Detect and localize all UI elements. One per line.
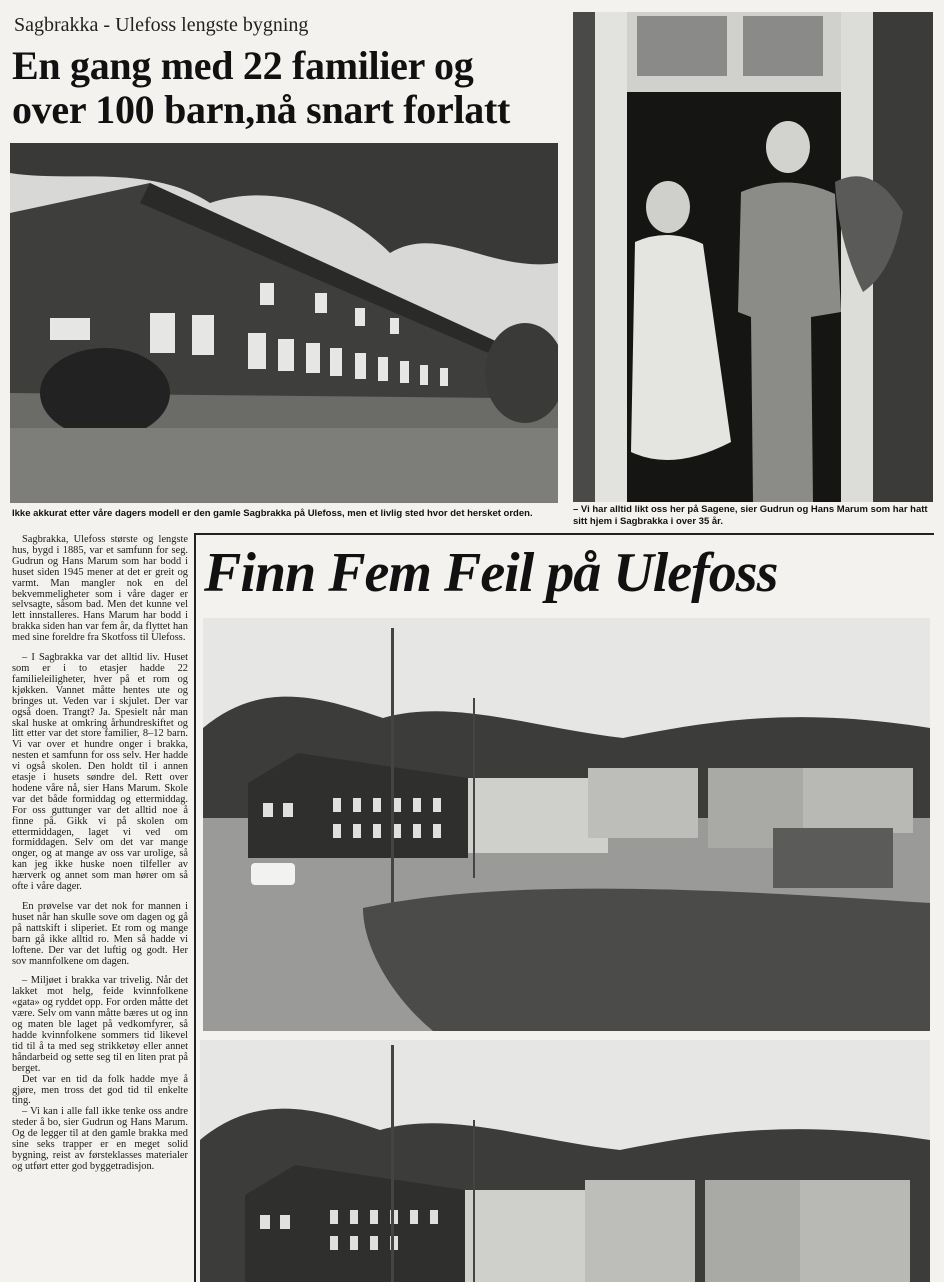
column-divider <box>194 533 196 1282</box>
body-paragraph: Det var en tid da folk hadde mye å gjøre, men tross det god tid til enkelte ting. <box>12 1073 188 1107</box>
headline-line-2: over 100 barn,nå snart forlatt <box>12 87 510 132</box>
caption-right-photo: – Vi har alltid likt oss her på Sagene, sier Gudrun og Hans Marum som har hatt sitt hjem i Sagbrakka i over 35 år. <box>573 504 928 527</box>
photo-sagbrakka-building <box>10 143 558 503</box>
body-paragraph: Sagbrakka, Ulefoss største og lengste hus, bygd i 1885, var et samfunn for seg. Gudrun og Hans Marum som har bodd i huset siden 1945 mener at det er greit og varmt. Man mangler nok en del bekvemmeligheter som i våre dager er selvsagte, såsom bad. Men det kunne vel lett innstalleres. Hans Marum har bodd i brakka siden han var fem år, da flyttet han med sine foreldre fra Skotfoss til Ulefoss. <box>12 534 188 644</box>
puzzle-photo-altered <box>200 1040 930 1282</box>
body-paragraph: – Vi kan i alle fall ikke tenke oss andre steder å bo, sier Gudrun og Hans Marum. Og de legger til at den gamle brakka med sine seks trapper er en meget solid bygning, reist av førsteklasses materialer og utført etter god byggetradisjon. <box>12 1106 188 1172</box>
article-kicker: Sagbrakka - Ulefoss lengste bygning <box>14 14 309 36</box>
article-body <box>12 535 188 1173</box>
caption-left-photo: Ikke akkurat etter våre dagers modell er den gamle Sagbrakka på Ulefoss, men et livlig sted hvor det hersket orden. <box>12 508 533 519</box>
body-paragraph: – Miljøet i brakka var trivelig. Når det lakket mot helg, feide kvinnfolkene «gata» og ryddet opp. For orden måtte det være. Selv om vann måtte bæres ut og inn og maten ble laget på vedkomfyrer, så hadde kvinnfolkene sommers tid likevel tid til å ta med seg strikketøy eller annet håndarbeid og sette seg til en liten prat på berget. <box>12 975 188 1074</box>
article-headline <box>12 44 582 132</box>
puzzle-title: Finn Fem Feil på Ulefoss <box>204 542 778 604</box>
body-paragraph: – I Sagbrakka var det alltid liv. Huset som er i to etasjer hadde 22 familieleiligheter, hver på et rom og kjøkken. Vannet måtte hentes ute og bringes ut. Veden var i skjulet. Der var også doen. Trangt? Ja. Spesielt når man skal huske at omkring århundreskiftet og litt etter var det store familier, 8–12 barn. Vi var over et hundre onger i brakka, nesten et samfunn for oss selv. Her hadde vi også skolen. Den holdt til i annen etasje i husets søndre del. Rett over hodene våre nå, sier Hans Marum. Skole var det både formiddag og ettermiddag. For oss guttunger var det alltid noe å finne på. Gikk vi på skolen om ettermiddagen, laget vi ved om formiddagen. Selv om det var mange onger, og at mange av oss var urolige, så kan jeg ikke huske noen tilfeller av hærverk og annet som man hører om så ofte i våre dager. <box>12 652 188 893</box>
body-paragraph: En prøvelse var det nok for mannen i huset når han skulle sove om dagen og gå på nattskift i sliperiet. Et rom og mange barn gå ikke alltid ro. Men så hadde vi loftene. Der var det luftig og godt. Her sov mannfolkene om dagen. <box>12 901 188 967</box>
puzzle-photo-original <box>203 618 930 1031</box>
photo-gudrun-and-hans-marum <box>573 12 933 502</box>
section-divider <box>194 533 934 535</box>
headline-line-1: En gang med 22 familier og <box>12 43 474 88</box>
